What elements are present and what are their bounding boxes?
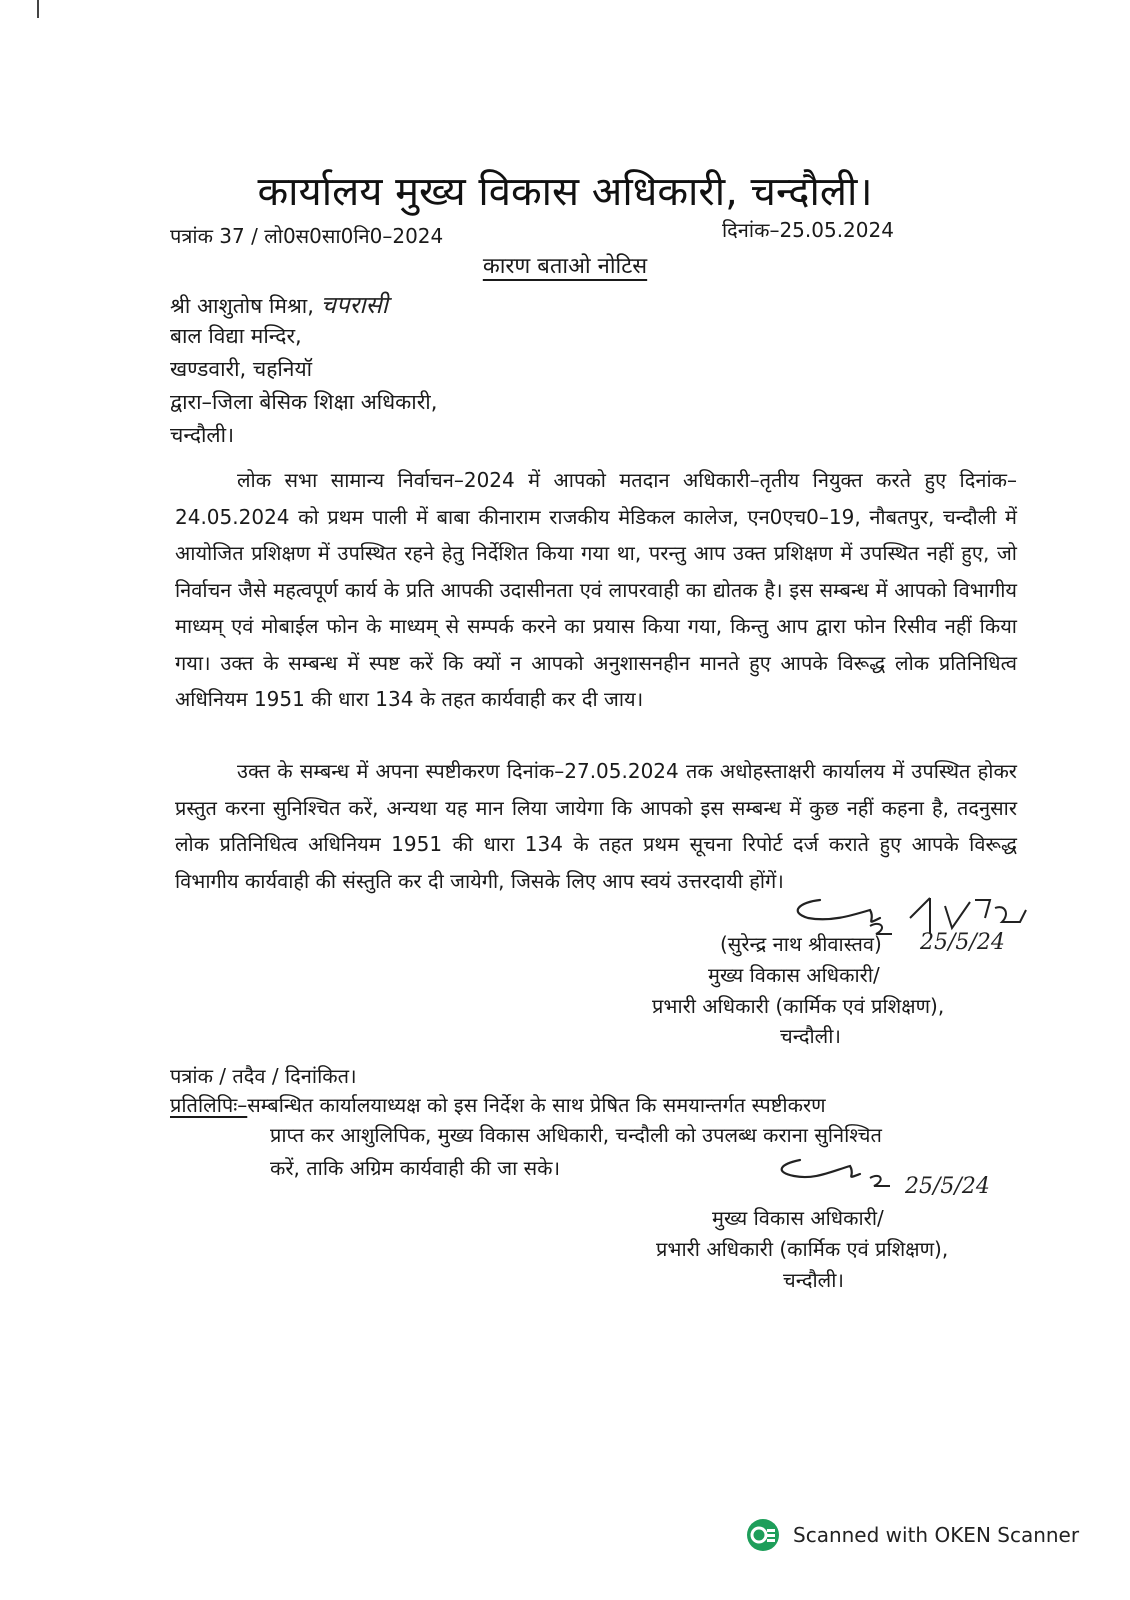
body-paragraph-1: लोक सभा सामान्य निर्वाचन–2024 में आपको मतदान अधिकारी–तृतीय नियुक्त करते हुए दिनांक–24.05.2024 को प्रथम पाली में बाबा कीनाराम राजकीय मेडिकल कालेज, एन0एच0–19, नौबतपुर, चन्दौली में आयोजित प्रशिक्षण में उपस्थित रहने हेतु निर्देशित किया गया था, परन्तु आप उक्त प्रशिक्षण में उपस्थित नहीं हुए, जो निर्वाचन जैसे महत्वपूर्ण कार्य के प्रति आपकी उदासीनता एवं लापरवाही का द्योतक है। इस सम्बन्ध में आपको विभागीय माध्यम् एवं मोबाईल फोन के माध्यम् से सम्पर्क करने का प्रयास किया गया, किन्तु आप द्वारा फोन रिसीव नहीं किया गया। उक्त के सम्बन्ध में स्पष्ट करें कि क्यों न आपको अनुशासनहीन मानते हुए आपके विरूद्ध लोक प्रतिनिधित्व अधिनियम 1951 की धारा 134 के तहत कार्यवाही कर दी जाय।	[175, 468, 1017, 711]
copy-text-1: सम्बन्धित कार्यालयाध्यक्ष को इस निर्देश के साथ प्रेषित कि समयान्तर्गत स्पष्टीकरण	[247, 1093, 826, 1117]
copy-label: प्रतिलिपिः–	[170, 1093, 248, 1117]
letter-date: दिनांक–25.05.2024	[722, 218, 894, 242]
addressee-line-1	[170, 288, 388, 321]
signatory-designation-1: मुख्य विकास अधिकारी/	[708, 963, 880, 987]
handwritten-designation: चपरासी	[320, 291, 388, 319]
copy-line-1	[170, 1091, 826, 1118]
copy-text-2: प्राप्त कर आशुलिपिक, मुख्य विकास अधिकारी, चन्दौली को उपलब्ध कराना सुनिश्चित	[270, 1123, 882, 1147]
scanner-watermark	[745, 1517, 1079, 1553]
addressee-line-2: बाल विद्या मन्दिर,	[170, 324, 302, 348]
signature-date-1: 25/5/24	[920, 930, 1005, 955]
addressee-line-4: द्वारा–जिला बेसिक शिक्षा अधिकारी,	[170, 390, 438, 414]
addressee-name: श्री आशुतोष मिश्रा,	[170, 294, 314, 318]
signature-date-2: 25/5/24	[905, 1174, 990, 1199]
signatory-designation-2: प्रभारी अधिकारी (कार्मिक एवं प्रशिक्षण),	[652, 994, 945, 1018]
signatory-name: (सुरेन्द्र नाथ श्रीवास्तव)	[720, 932, 882, 956]
copy-place: चन्दौली।	[783, 1268, 844, 1292]
copy-reference: पत्रांक / तदैव / दिनांकित।	[170, 1064, 357, 1088]
office-title: कार्यालय मुख्य विकास अधिकारी, चन्दौली।	[257, 169, 873, 215]
scan-edge-mark	[37, 0, 39, 18]
body-paragraph-2: उक्त के सम्बन्ध में अपना स्पष्टीकरण दिनांक–27.05.2024 तक अधोहस्ताक्षरी कार्यालय में उपस्थित होकर प्रस्तुत करना सुनिश्चित करें, अन्यथा यह मान लिया जायेगा कि आपको इस सम्बन्ध में कुछ नहीं कहना है, तदनुसार लोक प्रतिनिधित्व अधिनियम 1951 की धारा 134 के तहत प्रथम सूचना रिपोर्ट दर्ज कराते हुए आपके विरूद्ध विभागीय कार्यवाही की संस्तुति कर दी जायेगी, जिसके लिए आप स्वयं उत्तरदायी होंगें।	[175, 759, 1017, 893]
addressee-line-5: चन्दौली।	[170, 423, 235, 447]
oken-scanner-logo-icon	[745, 1517, 781, 1553]
notice-subject	[0, 250, 1130, 280]
subject-text: कारण बताओ नोटिस	[482, 254, 648, 279]
signatory-place: चन्दौली।	[780, 1024, 841, 1048]
copy-designation-2: प्रभारी अधिकारी (कार्मिक एवं प्रशिक्षण),	[656, 1237, 949, 1261]
copy-text-3: करें, ताकि अग्रिम कार्यवाही की जा सके।	[270, 1156, 561, 1180]
watermark-text: Scanned with OKEN Scanner	[793, 1523, 1080, 1547]
letter-reference: पत्रांक 37 / लो0स0सा0नि0–2024	[170, 224, 444, 248]
addressee-line-3: खण्डवारी, चहनियॉ	[170, 357, 313, 381]
copy-designation-1: मुख्य विकास अधिकारी/	[712, 1206, 884, 1230]
